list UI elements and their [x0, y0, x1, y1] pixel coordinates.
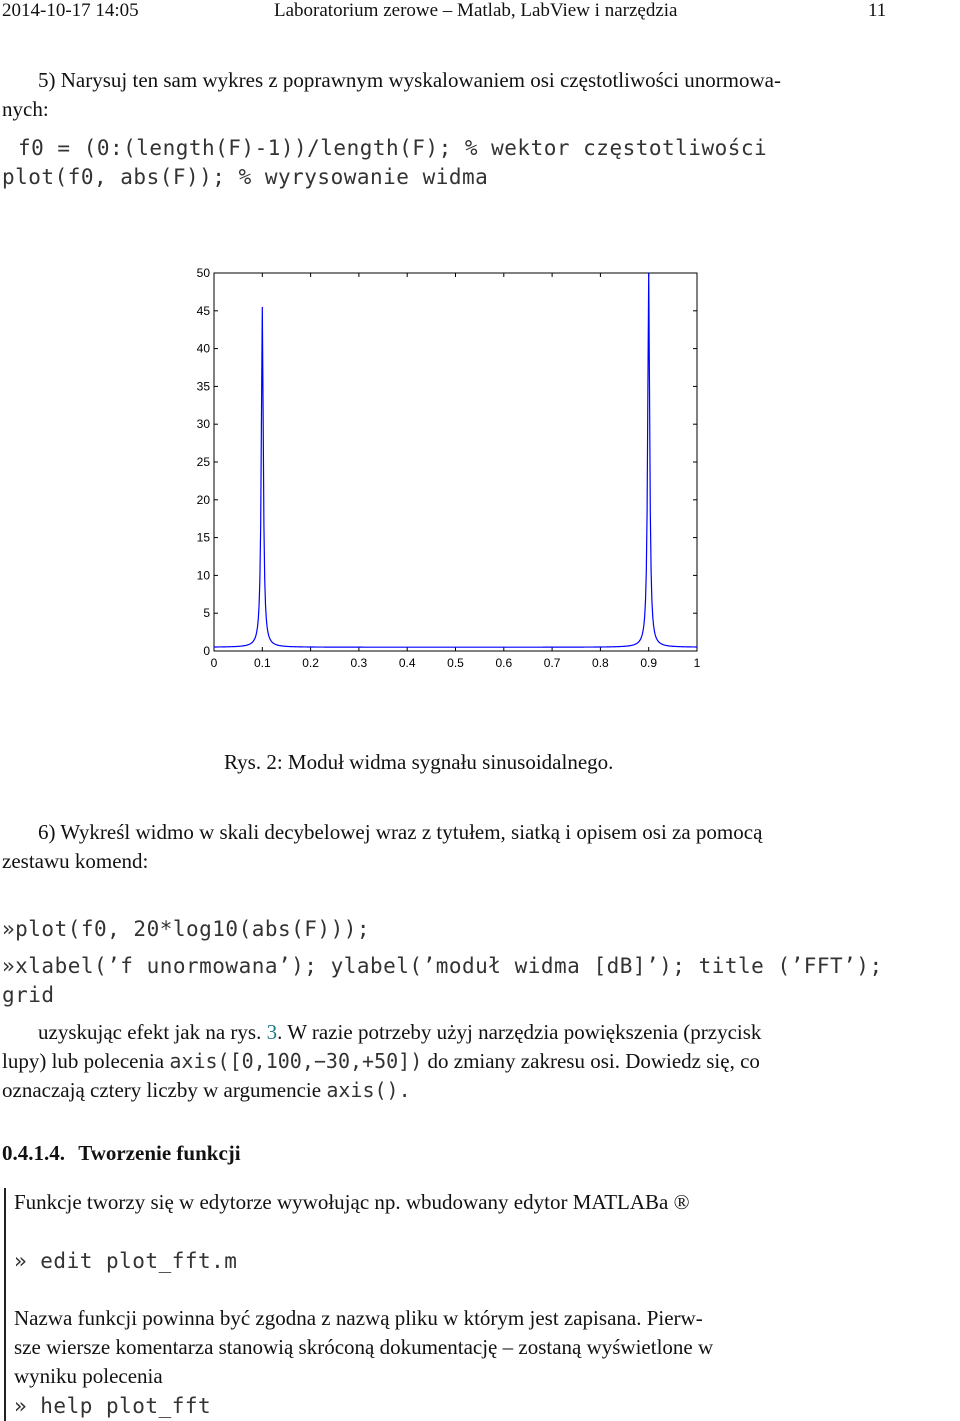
spectrum-chart — [190, 260, 720, 680]
x-tick-label: 0.1 — [253, 656, 271, 670]
command-labels: »xlabel(’f unormowana’); ylabel(’moduł widma [dB]’); title (’FFT’); — [2, 954, 883, 978]
header-title: Laboratorium zerowe – Matlab, LabView i narzędzia — [274, 0, 678, 21]
x-tick-label: 0.4 — [398, 656, 416, 670]
x-tick-label: 1 — [693, 656, 701, 670]
desc-text: oznaczają cztery liczby w argumencie — [2, 1078, 327, 1102]
y-tick-label: 30 — [196, 417, 210, 432]
step6-text-line2: zestawu komend: — [2, 849, 149, 873]
functions-para-line3: wyniku polecenia — [14, 1364, 163, 1388]
command-plot-db: »plot(f0, 20*log10(abs(F))); — [2, 917, 371, 941]
x-tick-label: 0.7 — [543, 656, 561, 670]
y-tick-label: 5 — [203, 606, 210, 621]
functions-para-line1: Nazwa funkcji powinna być zgodna z nazwą pliku w którym jest zapisana. Pierw- — [14, 1306, 703, 1330]
x-tick-label: 0.3 — [350, 656, 368, 670]
functions-para-line2: sze wiersze komentarza stanowią skróconą dokumentację – zostaną wyświetlone w — [14, 1335, 714, 1359]
y-tick-label: 25 — [196, 455, 210, 469]
step5-text-line2: nych: — [2, 97, 49, 121]
x-tick-label: 0.8 — [592, 656, 609, 670]
step6-text-line1: 6) Wykreśl widmo w skali decybelowej wraz z tytułem, siatką i opisem osi za pomocą — [38, 820, 763, 844]
section-heading — [2, 1141, 241, 1166]
command-edit: » edit plot_fft.m — [14, 1249, 238, 1273]
command-help: » help plot_fft — [14, 1394, 212, 1418]
y-tick-label: 35 — [196, 379, 210, 394]
figure-ref-link[interactable]: 3 — [266, 1020, 278, 1044]
step6-desc-line3 — [2, 1078, 411, 1103]
section-number: 0.4.1.4. — [2, 1141, 65, 1165]
desc-text: uzyskując efekt jak na rys. — [38, 1020, 267, 1044]
functions-line1: Funkcje tworzy się w edytorze wywołując np. wbudowany edytor MATLABa ® — [14, 1190, 690, 1214]
x-tick-label: 0.5 — [447, 656, 464, 670]
step5-text-line1: 5) Narysuj ten sam wykres z poprawnym wyskalowaniem osi częstotliwości unormowa- — [38, 68, 781, 92]
x-tick-label: 0.6 — [495, 656, 513, 670]
y-tick-label: 10 — [196, 568, 210, 583]
desc-text: . W razie potrzeby użyj narzędzia powiększenia (przycisk — [277, 1020, 762, 1044]
inline-code-axis: axis([0,100,−30,+50]) — [169, 1049, 423, 1073]
code-line-f0: f0 = (0:(length(F)-1))/length(F); % wektor częstotliwości — [18, 136, 768, 160]
header-date: 2014-10-17 14:05 — [2, 0, 139, 21]
y-tick-label: 45 — [196, 303, 210, 318]
step6-desc-line1 — [38, 1020, 761, 1045]
desc-text: lupy) lub polecenia — [2, 1049, 170, 1073]
inline-code-axis-fn: axis(). — [326, 1078, 411, 1102]
desc-text: do zmiany zakresu osi. Dowiedz się, co — [422, 1049, 760, 1073]
y-tick-label: 50 — [196, 266, 210, 280]
y-tick-label: 0 — [203, 644, 210, 658]
x-tick-label: 0.9 — [640, 656, 658, 670]
x-tick-label: 0.2 — [302, 656, 319, 670]
command-grid: grid — [2, 983, 55, 1007]
page-number: 11 — [868, 0, 887, 21]
y-tick-label: 15 — [196, 530, 210, 545]
block-left-bar — [4, 1188, 6, 1421]
y-tick-label: 40 — [196, 341, 210, 356]
plot-frame — [214, 273, 697, 651]
code-line-plot: plot(f0, abs(F)); % wyrysowanie widma — [2, 165, 489, 189]
section-title: Tworzenie funkcji — [78, 1141, 241, 1165]
y-tick-label: 20 — [196, 492, 210, 507]
figure-caption: Rys. 2: Moduł widma sygnału sinusoidalnego. — [224, 750, 614, 774]
x-tick-label: 0 — [210, 656, 218, 670]
step6-desc-line2 — [2, 1049, 760, 1074]
